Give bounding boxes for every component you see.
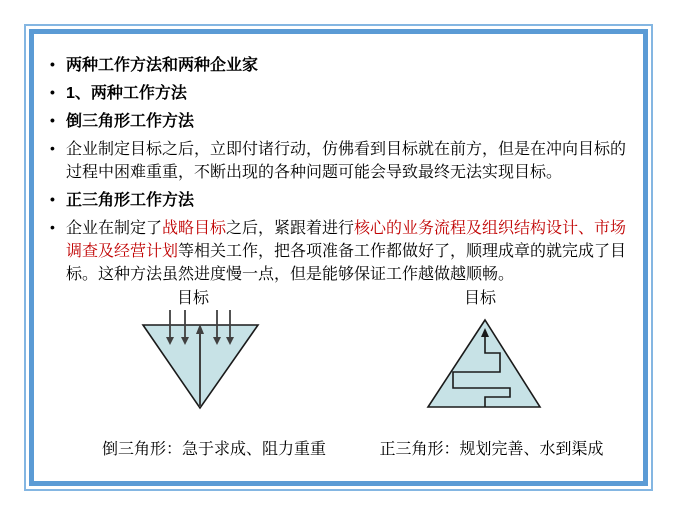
- slide-border-outer: [24, 24, 653, 491]
- bullet-text-rich: [66, 220, 626, 283]
- caption-inverted-triangle: 倒三角形：急于求成、阻力重重: [101, 441, 326, 458]
- bullet-text: 倒三角形工作方法: [66, 113, 195, 130]
- bullet-dot-icon: •: [50, 191, 55, 207]
- upright-triangle-diagram: [418, 315, 558, 415]
- bullet-item-upright-method: [48, 189, 633, 212]
- text-segment: 等相关工作，把各项准备工作都做好了，顺理成章的就完成了目标。这种方法虽然进度慢一点，但是能够保证工作越做越顺畅。: [66, 243, 627, 283]
- bullet-item-title: [48, 54, 633, 77]
- goal-label-left: 目标: [177, 290, 210, 307]
- text-segment: 之后，紧跟着进行: [226, 220, 355, 237]
- bullet-text: 两种工作方法和两种企业家: [66, 57, 259, 74]
- bullet-dot-icon: •: [50, 84, 55, 100]
- text-segment-highlight: 核心的业务流程及组织结构设计、市场调查及经营计划: [66, 220, 627, 260]
- bullet-dot-icon: •: [50, 140, 55, 156]
- slide-border-inner: [29, 29, 648, 486]
- caption-upright-triangle: 正三角形：规划完善、水到渠成: [379, 441, 604, 458]
- text-segment-highlight: 战略目标: [162, 220, 227, 237]
- bullet-dot-icon: •: [50, 112, 55, 128]
- bullet-item-inverted-description: [48, 138, 633, 184]
- inverted-triangle-diagram: [100, 308, 300, 413]
- bullet-text: 正三角形工作方法: [66, 192, 195, 209]
- bullet-list: [34, 34, 643, 286]
- goal-label-right: 目标: [464, 290, 497, 307]
- bullet-text: 企业制定目标之后，立即付诸行动，仿佛看到目标就在前方，但是在冲向目标的过程中困难重重，不断出现的各种问题可能会导致最终无法实现目标。: [66, 141, 627, 181]
- bullet-item-upright-description: [48, 217, 633, 286]
- bullet-dot-icon: •: [50, 56, 55, 72]
- bullet-text: 1、两种工作方法: [66, 85, 187, 102]
- bullet-item-section: [48, 82, 633, 105]
- bullet-dot-icon: •: [50, 219, 55, 235]
- text-segment: 企业在制定了: [66, 220, 163, 237]
- bullet-item-inverted-method: [48, 110, 633, 133]
